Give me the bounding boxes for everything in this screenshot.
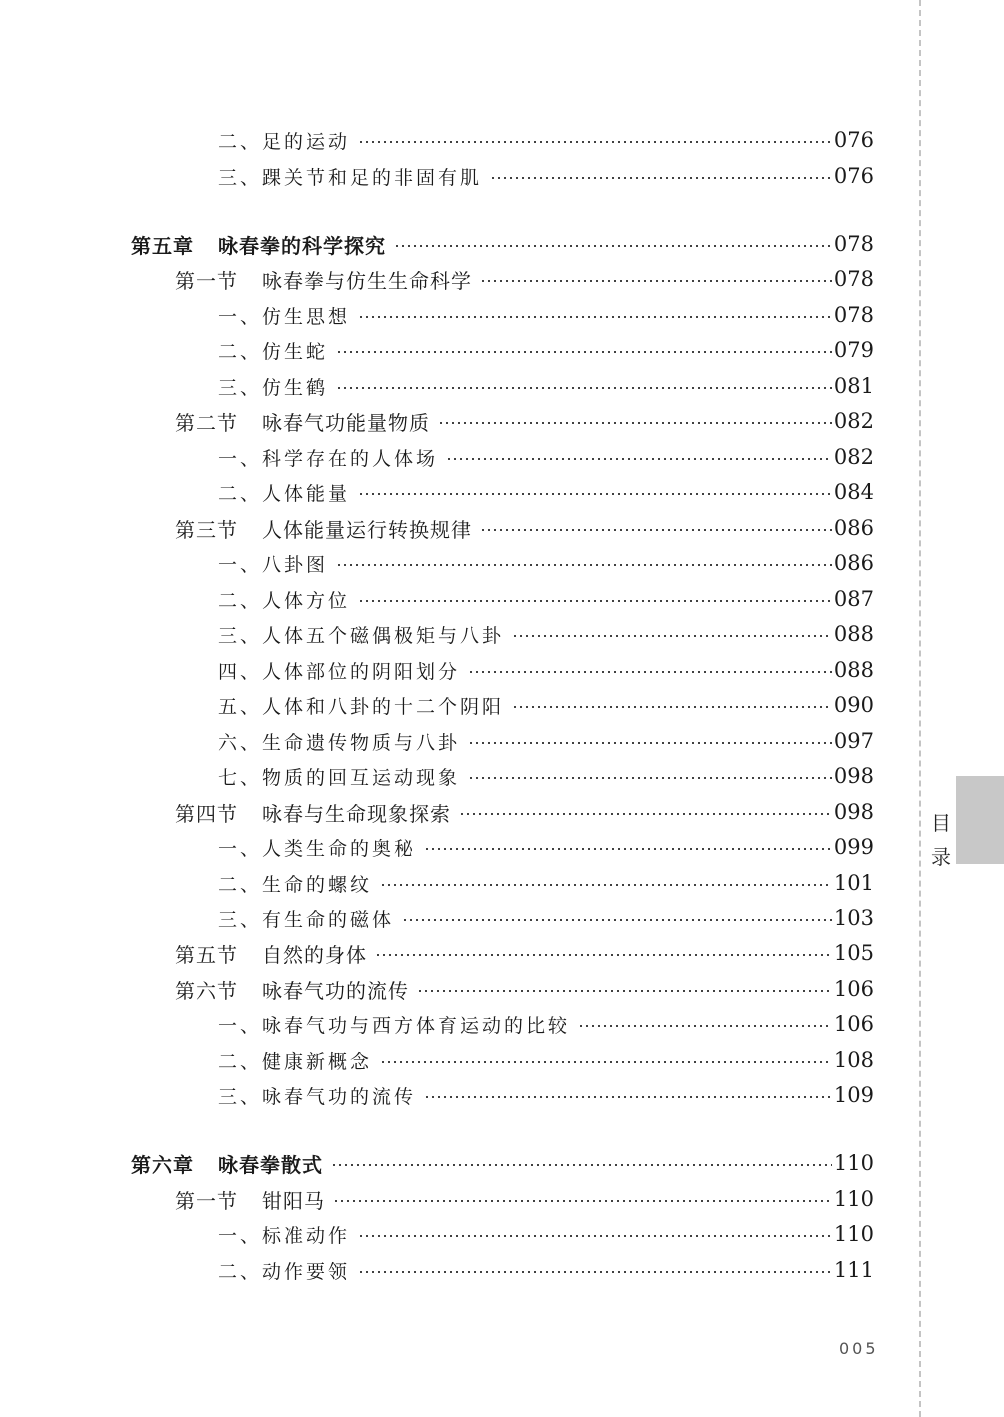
toc-entry-item [218,125,874,155]
toc-entry-page: 086 [833,516,874,540]
dot-leader [468,742,832,744]
side-tab-label [928,806,954,874]
dot-leader [358,600,832,602]
toc-entry-prefix: 第二节 [175,410,238,435]
toc-entry-page: 076 [833,128,874,152]
toc-entry-title: 二、健康新概念 [218,1050,373,1073]
toc-entry-prefix: 第六节 [175,978,238,1003]
toc-entry-label [218,763,468,790]
toc-entry-title: 咏春拳散式 [218,1152,323,1177]
page-number: 005 [839,1339,879,1358]
toc-entry-label [175,514,480,543]
dot-leader [375,954,832,956]
dot-leader [380,884,832,886]
toc-entry-title: 四、人体部位的阴阳划分 [218,660,461,683]
toc-entry-item [218,726,874,756]
toc-entry-title: 七、物质的回互运动现象 [218,766,461,789]
dot-leader [336,387,832,389]
dot-leader [333,1200,832,1202]
toc-entry-title: 三、咏春气功的流传 [218,1085,417,1108]
toc-entry-title: 一、标准动作 [218,1224,351,1247]
toc-entry-page: 101 [833,871,874,895]
toc-entry-title: 五、人体和八卦的十二个阴阳 [218,695,505,718]
toc-entry-title: 人体能量运行转换规律 [262,517,472,542]
toc-entry-prefix: 第一节 [175,1188,238,1213]
dot-leader [424,1096,832,1098]
toc-entry-item [218,619,874,649]
toc-entry-label [218,1047,380,1074]
dot-leader [512,706,832,708]
toc-entry-prefix: 第六章 [131,1152,194,1177]
toc-entry-item [218,300,874,330]
toc-entry-label [218,337,336,364]
dot-leader [380,1061,832,1063]
toc-entry-title: 一、咏春气功与西方体育运动的比较 [218,1014,571,1037]
toc-entry-title: 钳阳马 [262,1188,325,1213]
dot-leader [358,141,832,143]
dot-leader [331,1164,832,1166]
toc-entry-item [218,868,874,898]
toc-entry-page: 105 [833,941,874,965]
toc-entry-label [218,586,358,613]
dot-leader [438,422,832,424]
toc-entry-title: 一、科学存在的人体场 [218,447,439,470]
toc-entry-page: 098 [833,800,874,824]
toc-entry-item [218,442,874,472]
toc-entry-page: 110 [833,1151,874,1175]
toc-entry-label [175,975,417,1004]
dot-leader [358,493,832,495]
toc-entry-page: 086 [833,551,874,575]
toc-entry-item [218,477,874,507]
dot-leader [358,1235,832,1237]
toc-entry-section [175,406,874,436]
dot-leader [394,245,832,247]
dot-leader [578,1025,832,1027]
side-tab-char: 目 [931,811,951,835]
toc-entry-item [218,832,874,862]
toc-entry-label [218,1011,578,1038]
toc-entry-page: 081 [833,374,874,398]
toc-entry-label [131,1149,331,1178]
dot-leader [480,280,832,282]
dot-leader [336,351,832,353]
toc-entry-page: 078 [833,267,874,291]
toc-entry-title: 二、生命的螺纹 [218,873,373,896]
toc-entry-label [175,798,459,827]
toc-entry-label [175,939,375,968]
toc-entry-title: 自然的身体 [262,942,367,967]
dot-leader [358,1271,832,1273]
toc-entry-label [218,302,358,329]
toc-entry-label [218,1082,424,1109]
dot-leader [512,635,832,637]
toc-entry-title: 一、人类生命的奥秘 [218,837,417,860]
toc-entry-item [218,903,874,933]
toc-entry-item [218,690,874,720]
toc-entry-item [218,1045,874,1075]
toc-entry-label [218,444,446,471]
dot-leader [424,848,832,850]
toc-entry-label [218,834,424,861]
toc-entry-section [175,938,874,968]
dot-leader [468,777,832,779]
toc-entry-title: 三、有生命的磁体 [218,908,395,931]
dot-leader [336,564,832,566]
toc-entry-section [175,264,874,294]
page-edge-dashed-rule [919,0,921,1417]
toc-entry-label [218,373,336,400]
toc-entry-title: 咏春拳的科学探究 [218,233,386,258]
toc-entry-item [218,655,874,685]
toc-entry-page: 087 [833,587,874,611]
toc-entry-page: 088 [833,658,874,682]
toc-entry-title: 三、踝关节和足的非固有肌 [218,166,483,189]
toc-entry-title: 二、人体方位 [218,589,351,612]
toc-entry-item [218,548,874,578]
toc-entry-item [218,1009,874,1039]
toc-entry-page: 088 [833,622,874,646]
toc-entry-label [218,127,358,154]
toc-entry-title: 二、仿生蛇 [218,340,329,363]
toc-entry-label [218,728,468,755]
toc-entry-label [218,905,402,932]
toc-entry-item [218,1219,874,1249]
dot-leader [402,919,832,921]
toc-entry-section [175,974,874,1004]
toc-entry-chapter [131,229,874,259]
toc-entry-title: 二、动作要领 [218,1260,351,1283]
toc-entry-item [218,335,874,365]
toc-entry-page: 079 [833,338,874,362]
toc-entry-title: 一、仿生思想 [218,305,351,328]
toc-entry-chapter [131,1148,874,1178]
toc-entry-label [218,870,380,897]
toc-entry-page: 097 [833,729,874,753]
toc-entry-page: 111 [833,1258,874,1282]
dot-leader [459,813,832,815]
toc-entry-title: 二、足的运动 [218,130,351,153]
toc-entry-prefix: 第三节 [175,517,238,542]
toc-entry-page: 108 [833,1048,874,1072]
toc-entry-prefix: 第五章 [131,233,194,258]
toc-entry-page: 110 [833,1187,874,1211]
dot-leader [480,529,832,531]
toc-entry-page: 078 [833,232,874,256]
toc-entry-item [218,761,874,791]
toc-entry-page: 099 [833,835,874,859]
toc-entry-label [218,479,358,506]
toc-entry-title: 一、八卦图 [218,553,329,576]
toc-entry-page: 082 [833,445,874,469]
dot-leader [417,990,832,992]
toc-entry-label [218,1221,358,1248]
toc-entry-label [218,657,468,684]
toc-entry-label [218,163,490,190]
toc-entry-label [218,621,512,648]
toc-entry-page: 078 [833,303,874,327]
toc-entry-item [218,1080,874,1110]
toc-entry-page: 110 [833,1222,874,1246]
toc-entry-label [131,230,394,259]
toc-entry-title: 咏春拳与仿生生命科学 [262,268,472,293]
toc-entry-label [218,1257,358,1284]
toc-entry-item [218,1255,874,1285]
toc-entry-label [218,692,512,719]
toc-entry-page: 109 [833,1083,874,1107]
toc-entry-title: 三、人体五个磁偶极矩与八卦 [218,624,505,647]
toc-entry-title: 六、生命遗传物质与八卦 [218,731,461,754]
toc-entry-prefix: 第四节 [175,801,238,826]
toc-entry-title: 三、仿生鹤 [218,376,329,399]
toc-entry-page: 082 [833,409,874,433]
toc-entry-page: 090 [833,693,874,717]
toc-entry-page: 098 [833,764,874,788]
toc-entry-title: 咏春与生命现象探索 [262,801,451,826]
toc-entry-section [175,513,874,543]
toc-entry-item [218,584,874,614]
dot-leader [358,316,832,318]
toc-entry-item [218,161,874,191]
toc-entry-title: 咏春气功能量物质 [262,410,430,435]
side-thumb-tab [956,776,1004,864]
toc-entry-section [175,797,874,827]
toc-entry-prefix: 第五节 [175,942,238,967]
dot-leader [490,177,832,179]
toc-entry-label [175,407,438,436]
dot-leader [446,458,832,460]
toc-entry-page: 106 [833,1012,874,1036]
toc-entry-label [175,265,480,294]
toc-entry-prefix: 第一节 [175,268,238,293]
toc-entry-title: 二、人体能量 [218,482,351,505]
toc-entry-title: 咏春气功的流传 [262,978,409,1003]
toc-entry-page: 076 [833,164,874,188]
toc-entry-page: 084 [833,480,874,504]
toc-entry-label [218,550,336,577]
toc-entry-label [175,1185,333,1214]
toc-entry-page: 106 [833,977,874,1001]
toc-entry-section [175,1184,874,1214]
toc-entry-page: 103 [833,906,874,930]
toc-entry-item [218,371,874,401]
dot-leader [468,671,832,673]
side-tab-char: 录 [931,845,951,869]
